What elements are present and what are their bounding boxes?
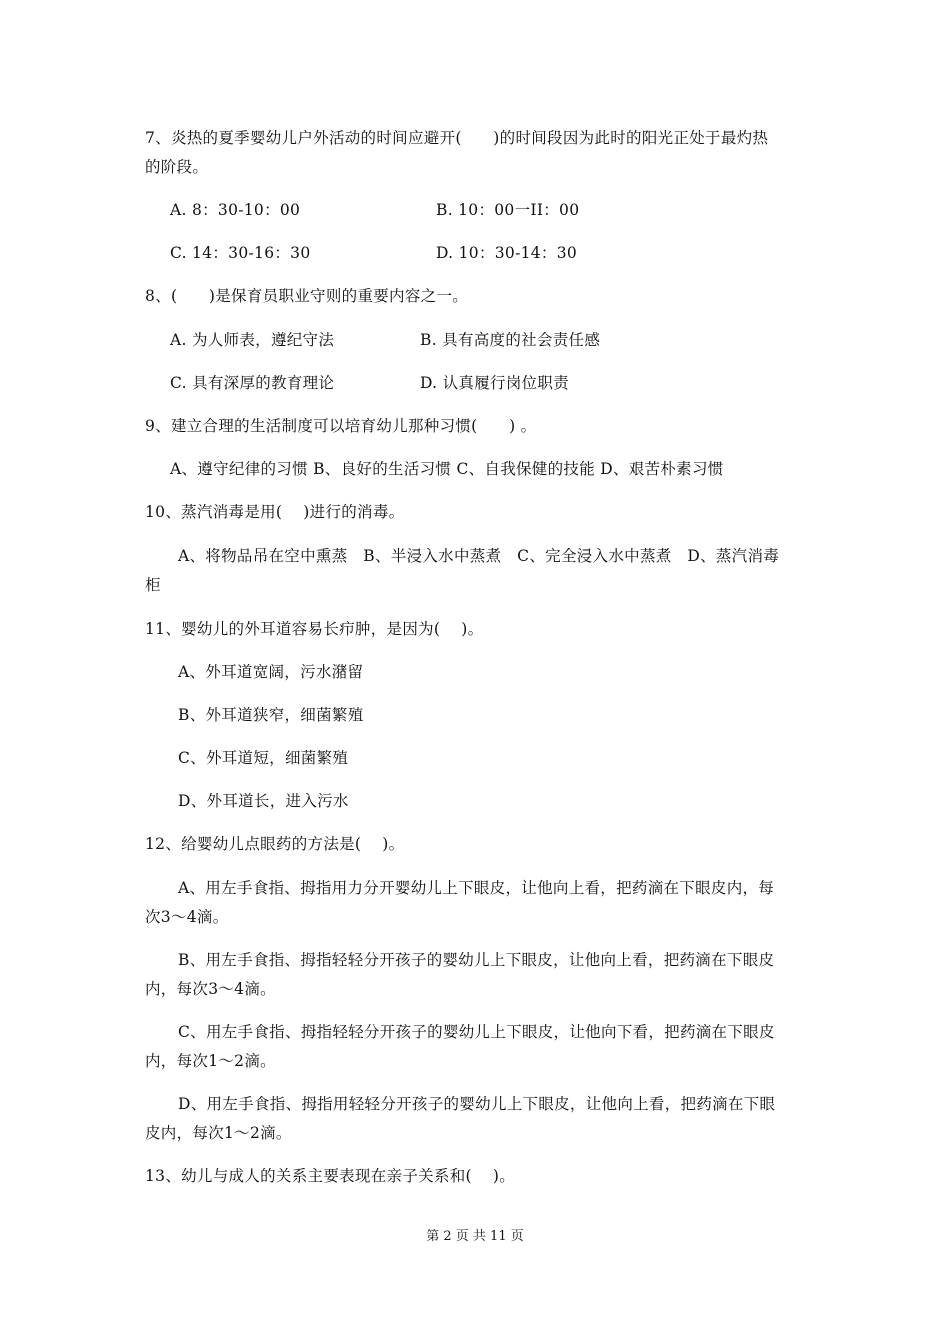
q8-option-d: D. 认真履行岗位职责 [420, 374, 570, 392]
q12-option-d-line2: 皮内，每次1～2滴。 [145, 1124, 292, 1142]
q10-stem: 10、蒸汽消毒是用( )进行的消毒。 [145, 503, 405, 521]
q12-option-a-line1: A、用左手食指、拇指用力分开婴幼儿上下眼皮，让他向上看，把药滴在下眼皮内，每 [178, 879, 775, 897]
q7-option-d: D. 10：30-14：30 [436, 244, 578, 262]
q7-stem-line2: 的阶段。 [145, 158, 209, 176]
q12-option-c-line2: 内，每次1～2滴。 [145, 1052, 276, 1070]
q9-options: A、遵守纪律的习惯 B、良好的生活习惯 C、自我保健的技能 D、艰苦朴素习惯 [170, 460, 724, 478]
q12-option-a-line2: 次3～4滴。 [145, 908, 229, 926]
q7-option-b: B. 10：00一II：00 [436, 201, 580, 219]
q12-option-b-line1: B、用左手食指、拇指轻轻分开孩子的婴幼儿上下眼皮，让他向上看，把药滴在下眼皮 [178, 951, 775, 969]
q11-stem: 11、婴幼儿的外耳道容易长疖肿，是因为( )。 [145, 620, 484, 638]
q7-option-c: C. 14：30-16：30 [170, 244, 311, 262]
q7-stem-line1: 7、炎热的夏季婴幼儿户外活动的时间应避开( )的时间段因为此时的阳光正处于最灼热 [145, 129, 769, 147]
q12-option-b-line2: 内，每次3～4滴。 [145, 980, 276, 998]
q10-options-line1: A、将物品吊在空中熏蒸 B、半浸入水中蒸煮 C、完全浸入水中蒸煮 D、蒸汽消毒 [178, 547, 780, 565]
q11-option-d: D、外耳道长，进入污水 [178, 792, 349, 810]
q9-stem: 9、建立合理的生活制度可以培育幼儿那种习惯( ) 。 [145, 417, 537, 435]
q8-option-b: B. 具有高度的社会责任感 [420, 331, 601, 349]
q7-option-a: A. 8：30-10：00 [170, 201, 301, 219]
page-number-footer: 第 2 页 共 11 页 [426, 1229, 524, 1244]
q11-option-b: B、外耳道狭窄，细菌繁殖 [178, 706, 364, 724]
q13-stem: 13、幼儿与成人的关系主要表现在亲子关系和( )。 [145, 1167, 516, 1185]
q11-option-a: A、外耳道宽阔，污水潴留 [178, 663, 364, 681]
q11-option-c: C、外耳道短，细菌繁殖 [178, 749, 349, 767]
q12-option-c-line1: C、用左手食指、拇指轻轻分开孩子的婴幼儿上下眼皮，让他向下看，把药滴在下眼皮 [178, 1023, 775, 1041]
q8-stem: 8、( )是保育员职业守则的重要内容之一。 [145, 287, 469, 305]
q12-stem: 12、给婴幼儿点眼药的方法是( )。 [145, 835, 405, 853]
q12-option-d-line1: D、用左手食指、拇指用轻轻分开孩子的婴幼儿上下眼皮，让他向上看，把药滴在下眼 [178, 1095, 776, 1113]
q8-option-a: A. 为人师表，遵纪守法 [170, 331, 335, 349]
q10-options-line2: 柜 [145, 576, 161, 594]
q8-option-c: C. 具有深厚的教育理论 [170, 374, 335, 392]
